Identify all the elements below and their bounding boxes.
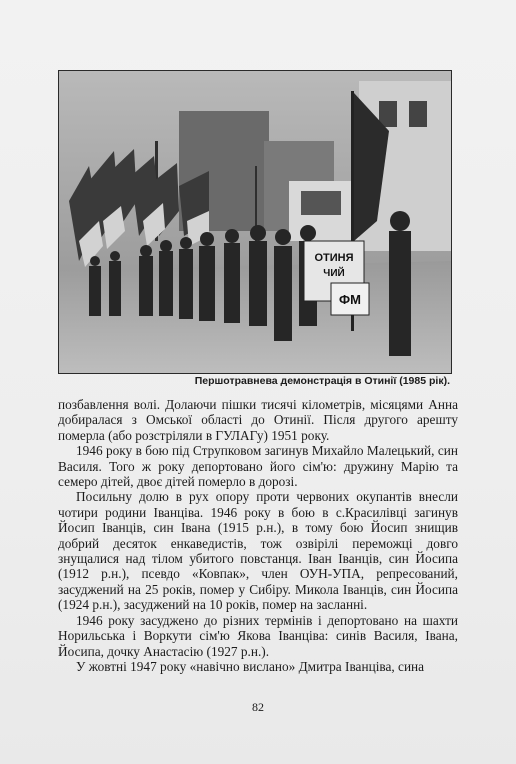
paragraph: позбавлення волі. Долаючи пішки тисячі кілометрів, місяцями Анна добиралася з Омської області до Отинії. Після другого арешту померла (або розстріляли в ГУЛАГу) 1951 року. — [58, 397, 458, 443]
parade-photo-illustration — [59, 71, 451, 373]
parade-photograph — [58, 70, 452, 374]
paragraph: У жовтні 1947 року «навічно вислано» Дмитра Іванціва, сина — [76, 658, 425, 674]
photo-caption: Першотравнева демонстрація в Отинії (1985 рік). — [194, 375, 450, 387]
page-number: 82 — [252, 700, 264, 714]
paragraph: 1946 року засуджено до різних термінів і депортовано на шахти Норильська і Воркути сім'ю Якова Іванціва: синів Василя, Івана, Йосипа, дочку Анастасію (1927 р.н.). — [58, 612, 458, 659]
placard-emblem-text: ФМ — [339, 292, 361, 307]
paragraph: Посильну долю в рух опору проти червоних окупантів внесли чотири родини Іванціва. 1946 року в бою в с.Красилівці загинув Йосип Іванців, син Івана (1915 р.н.), в тому бою Йосип знищив добрий десяток енкаведистів, тож озвірілі переможці довго знущалися над тілом убитого повстанця. Іван Іванців, син Йосипа (1912 р.н.), псевдо «Ковпак», член ОУН-УПА, репресований, засуджений на 25 років, помер у Сибіру. Микола Іванців, син Йосипа (1924 р.н.), засуджений на 10 років, помер на засланні. — [58, 489, 458, 613]
placard-text-1: ОТИНЯ — [314, 252, 354, 264]
body-text — [58, 397, 458, 674]
placard-text-2: ЧИЙ — [323, 268, 345, 279]
paragraph: 1946 року в бою під Струпковом загинув Михайло Малецький, син Василя. Того ж року депортовано його сім'ю: дружину Марію та семеро дітей, двоє дітей померло в дорозі. — [58, 443, 458, 490]
